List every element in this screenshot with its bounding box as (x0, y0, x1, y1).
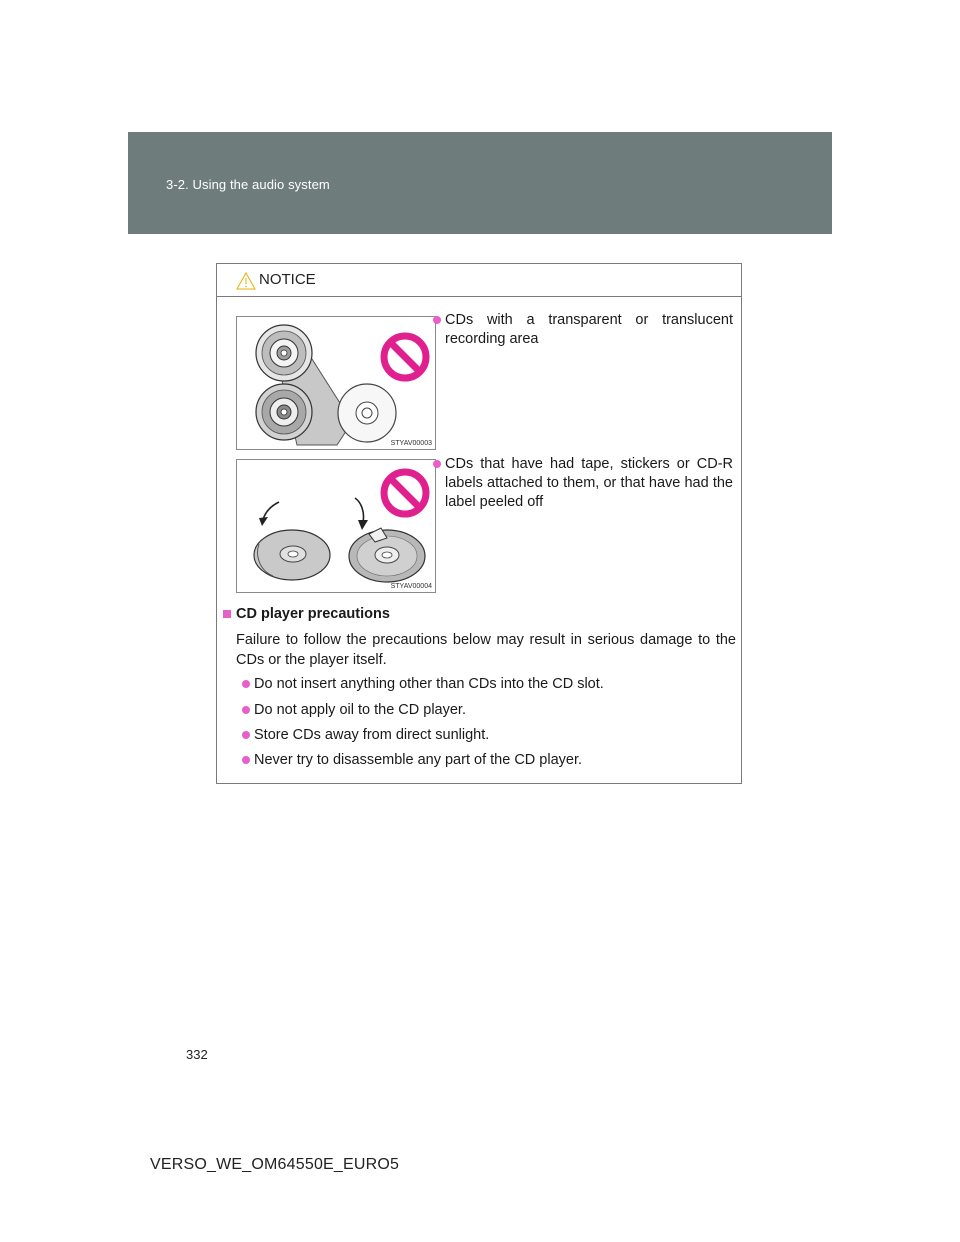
figure-transparent-cds (236, 316, 436, 450)
section-title: 3-2. Using the audio system (166, 177, 330, 192)
figure-labeled-cds (236, 459, 436, 593)
list-item (254, 751, 582, 770)
notice-bullet-1 (445, 311, 733, 349)
list-item (254, 726, 489, 745)
cd-precautions-heading (236, 606, 390, 622)
bullet-dot-icon (433, 316, 441, 324)
bullet-dot-icon (242, 680, 250, 688)
square-bullet-icon (223, 610, 231, 618)
warning-triangle-icon (236, 272, 256, 290)
list-item-text: Store CDs away from direct sunlight. (254, 727, 490, 743)
notice-bullet-2-text: CDs that have had tape, stickers or CD-R labels attached to them, or that have had the label peeled off (445, 456, 733, 510)
cd-precautions-heading-text: CD player precautions (236, 606, 390, 622)
cd-precautions-intro: Failure to follow the precautions below may result in serious damage to the CDs or the player itself. (236, 632, 736, 668)
list-item-text: Do not apply oil to the CD player. (254, 702, 466, 718)
document-code: VERSO_WE_OM64550E_EURO5 (150, 1156, 400, 1173)
bullet-dot-icon (242, 706, 250, 714)
figure-code: STYAV00004 (390, 583, 432, 590)
prohibition-icon (384, 472, 426, 514)
list-item (254, 675, 604, 694)
bullet-dot-icon (242, 756, 250, 764)
list-item (254, 701, 466, 720)
notice-bullet-1-text: CDs with a transparent or translucent recording area (445, 312, 733, 347)
notice-header (217, 264, 741, 297)
page-number: 332 (186, 1047, 208, 1062)
prohibition-icon (384, 336, 426, 378)
bullet-dot-icon (433, 460, 441, 468)
labeled-cds-illustration (237, 460, 435, 592)
list-item-text: Do not insert anything other than CDs into the CD slot. (254, 676, 604, 692)
figure-code: STYAV00003 (390, 440, 432, 447)
bullet-dot-icon (242, 731, 250, 739)
notice-box (216, 263, 742, 784)
list-item-text: Never try to disassemble any part of the CD player. (254, 752, 583, 768)
transparent-cds-illustration (237, 317, 435, 449)
notice-title: NOTICE (259, 271, 316, 288)
notice-bullet-2 (445, 455, 733, 512)
